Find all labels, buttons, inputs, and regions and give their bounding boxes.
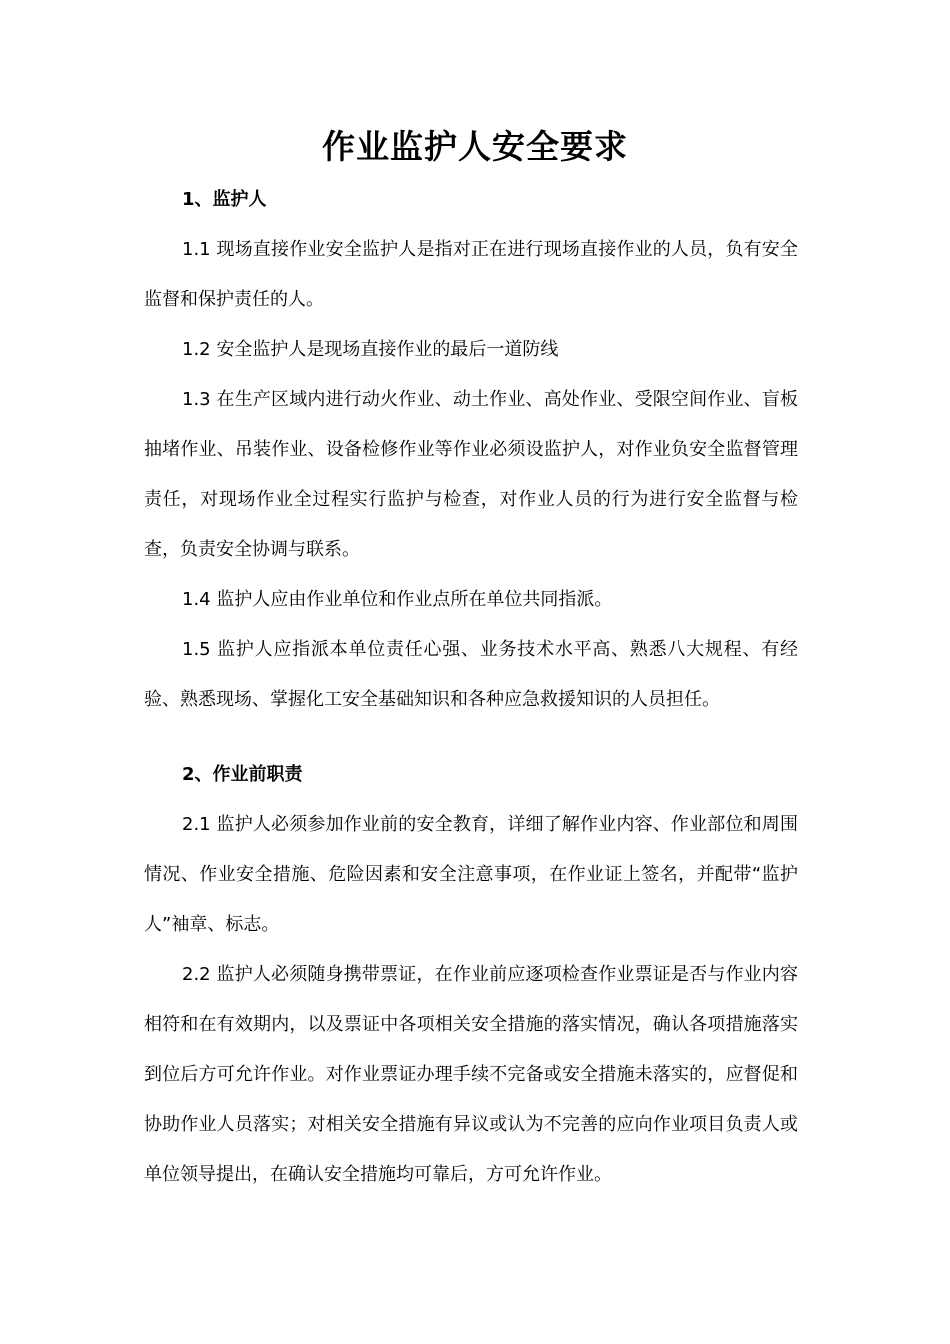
section-heading: 2、作业前职责 <box>182 764 303 785</box>
paragraph-1-1: 1.1 现场直接作业安全监护人是指对正在进行现场直接作业的人员，负有安全监督和保护责任的人。 <box>144 239 798 310</box>
paragraph-1-3: 1.3 在生产区域内进行动火作业、动土作业、高处作业、受限空间作业、盲板抽堵作业、吊装作业、设备检修作业等作业必须设监护人，对作业负安全监督管理责任，对现场作业全过程实行监护与检查，对作业人员的行为进行安全监督与检查，负责安全协调与联系。 <box>144 389 798 560</box>
paragraph-1-4: 1.4 监护人应由作业单位和作业点所在单位共同指派。 <box>182 589 613 610</box>
section-pre-work-duties <box>144 750 798 1200</box>
section-spacer <box>144 725 798 750</box>
section-heading: 1、监护人 <box>182 189 267 210</box>
paragraph-2-2: 2.2 监护人必须随身携带票证，在作业前应逐项检查作业票证是否与作业内容相符和在有效期内，以及票证中各项相关安全措施的落实情况，确认各项措施落实到位后方可允许作业。对作业票证办理手续不完备或安全措施未落实的，应督促和协助作业人员落实；对相关安全措施有异议或认为不完善的应向作业项目负责人或单位领导提出，在确认安全措施均可靠后，方可允许作业。 <box>144 964 798 1185</box>
paragraph-2-1: 2.1 监护人必须参加作业前的安全教育，详细了解作业内容、作业部位和周围情况、作业安全措施、危险因素和安全注意事项，在作业证上签名，并配带“监护人”袖章、标志。 <box>144 814 798 935</box>
document-body <box>144 175 798 1200</box>
paragraph-1-2: 1.2 安全监护人是现场直接作业的最后一道防线 <box>182 339 559 360</box>
section-supervisor <box>144 175 798 725</box>
document-title: 作业监护人安全要求 <box>322 127 628 166</box>
paragraph-1-5: 1.5 监护人应指派本单位责任心强、业务技术水平高、熟悉八大规程、有经验、熟悉现场、掌握化工安全基础知识和各种应急救援知识的人员担任。 <box>144 639 798 710</box>
